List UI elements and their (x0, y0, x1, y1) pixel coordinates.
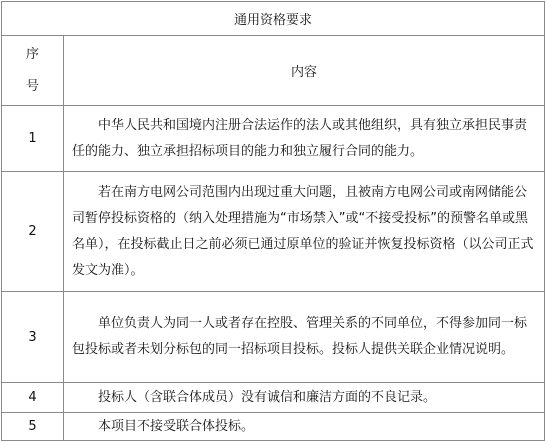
row-content-text: 中华人民共和国境内注册合法运作的法人或其他组织，具有独立承担民事责任的能力、独立承担招标项目的能力和独立履行合同的能力。 (72, 117, 528, 159)
row-content (64, 172, 545, 292)
row-content-text: 投标人（含联合体成员）没有诚信和廉洁方面的不良记录。 (98, 389, 437, 405)
table-row (2, 292, 545, 383)
row-content (64, 292, 545, 383)
table-row (2, 172, 545, 292)
requirements-table (1, 1, 545, 441)
row-number: 5 (2, 413, 64, 441)
table-title: 通用资格要求 (2, 2, 545, 36)
table-header-row (2, 36, 545, 106)
table-title-row (2, 2, 545, 36)
header-number-cell (2, 36, 64, 106)
header-number-line1: 序 (25, 46, 39, 62)
row-number: 4 (2, 383, 64, 413)
row-number: 1 (2, 106, 64, 172)
row-number: 2 (2, 172, 64, 292)
row-content-text: 本项目不接受联合体投标。 (98, 418, 255, 434)
row-content (64, 106, 545, 172)
row-content-text: 单位负责人为同一人或者存在控股、管理关系的不同单位，不得参加同一标包投标或者未划分标包的同一招标项目投标。投标人提供关联企业情况说明。 (72, 316, 528, 357)
row-content (64, 383, 545, 413)
row-content (64, 413, 545, 441)
table-row (2, 106, 545, 172)
header-content-cell: 内容 (64, 36, 545, 106)
row-number: 3 (2, 292, 64, 383)
row-content-text: 若在南方电网公司范围内出现过重大问题，且被南方电网公司或南网储能公司暂停投标资格的（纳入处理措施为“市场禁入”或“不接受投标”的预警名单或黑名单），在投标截止日之前必须已通过原单位的验证并恢复投标资格（以公司正式发文为准）。 (72, 184, 534, 278)
header-number-line2: 号 (25, 78, 39, 94)
table-row (2, 383, 545, 413)
table-row (2, 413, 545, 441)
